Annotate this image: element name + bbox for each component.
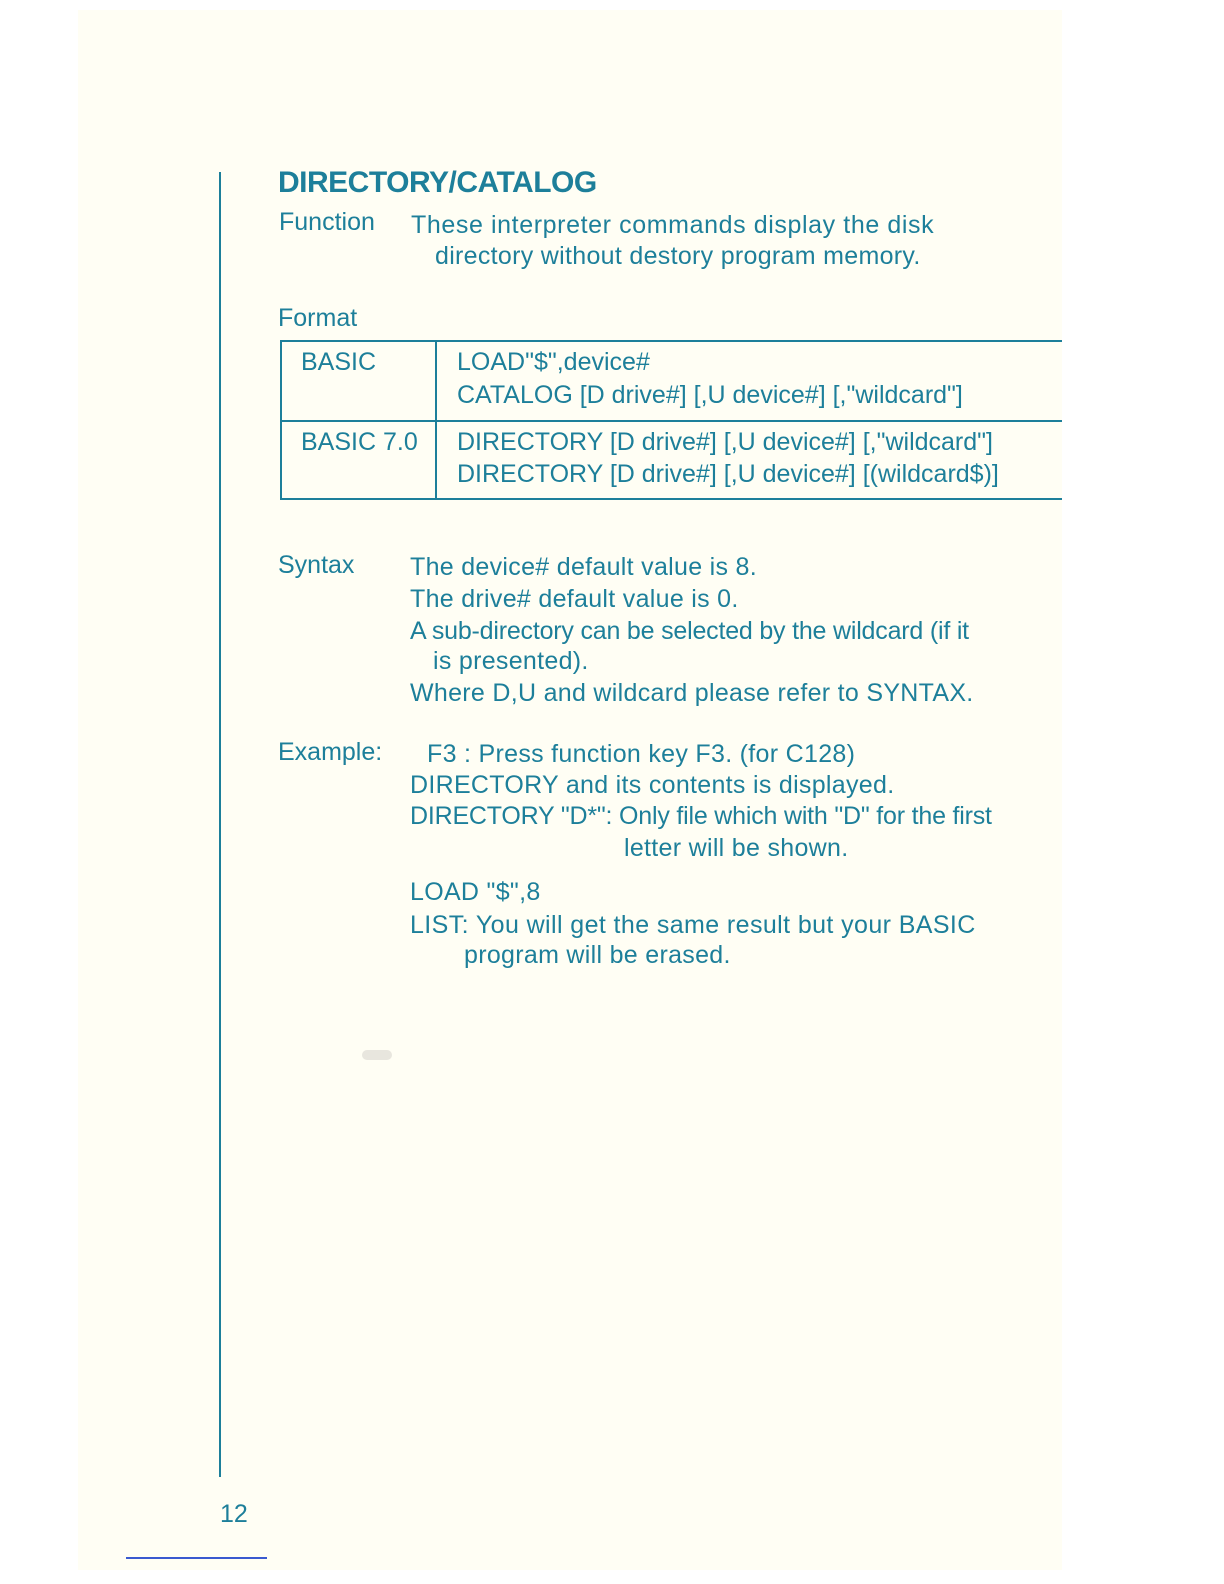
format-label: Format bbox=[278, 304, 358, 332]
syntax-line-5: Where D,U and wildcard please refer to SYNTAX. bbox=[410, 679, 974, 707]
example-line-3: DIRECTORY "D*": Only file which with "D" for the first bbox=[410, 802, 992, 830]
format-row-1-line-2: CATALOG [D drive#] [,U device#] [,"wildcard"] bbox=[457, 381, 963, 409]
example-line-7: program will be erased. bbox=[464, 941, 731, 969]
bottom-underline bbox=[126, 1557, 267, 1559]
example-line-4: letter will be shown. bbox=[624, 834, 849, 862]
format-table bbox=[280, 340, 1062, 500]
section-title: DIRECTORY/CATALOG bbox=[278, 166, 597, 199]
table-border-top bbox=[280, 340, 1062, 342]
syntax-line-1: The device# default value is 8. bbox=[410, 553, 758, 581]
format-row-1-label: BASIC bbox=[301, 348, 377, 376]
example-line-5: LOAD "$",8 bbox=[410, 878, 541, 906]
paper-smudge bbox=[362, 1050, 392, 1060]
table-border-row-divider bbox=[280, 420, 1062, 422]
syntax-label: Syntax bbox=[278, 551, 355, 579]
function-line-2: directory without destory program memory. bbox=[435, 242, 921, 270]
function-line-1: These interpreter commands display the disk bbox=[411, 211, 935, 239]
syntax-line-4: is presented). bbox=[433, 647, 589, 675]
example-label: Example: bbox=[278, 738, 383, 766]
syntax-line-3: A sub-directory can be selected by the wildcard (if it bbox=[410, 617, 969, 645]
table-border-bottom bbox=[280, 498, 1062, 500]
syntax-line-2: The drive# default value is 0. bbox=[410, 585, 739, 613]
example-line-1: F3 : Press function key F3. (for C128) bbox=[427, 740, 856, 768]
format-row-1-line-1: LOAD"$",device# bbox=[457, 348, 650, 376]
left-margin-rule bbox=[219, 172, 221, 1477]
page-number: 12 bbox=[220, 1500, 248, 1528]
format-row-2-line-1: DIRECTORY [D drive#] [,U device#] [,"wildcard"] bbox=[457, 428, 993, 456]
example-line-2: DIRECTORY and its contents is displayed. bbox=[410, 771, 895, 799]
format-row-2-label: BASIC 7.0 bbox=[301, 428, 418, 456]
format-row-2-line-2: DIRECTORY [D drive#] [,U device#] [(wildcard$)] bbox=[457, 460, 999, 488]
function-label: Function bbox=[279, 208, 375, 236]
example-line-6: LIST: You will get the same result but your BASIC bbox=[410, 911, 976, 939]
